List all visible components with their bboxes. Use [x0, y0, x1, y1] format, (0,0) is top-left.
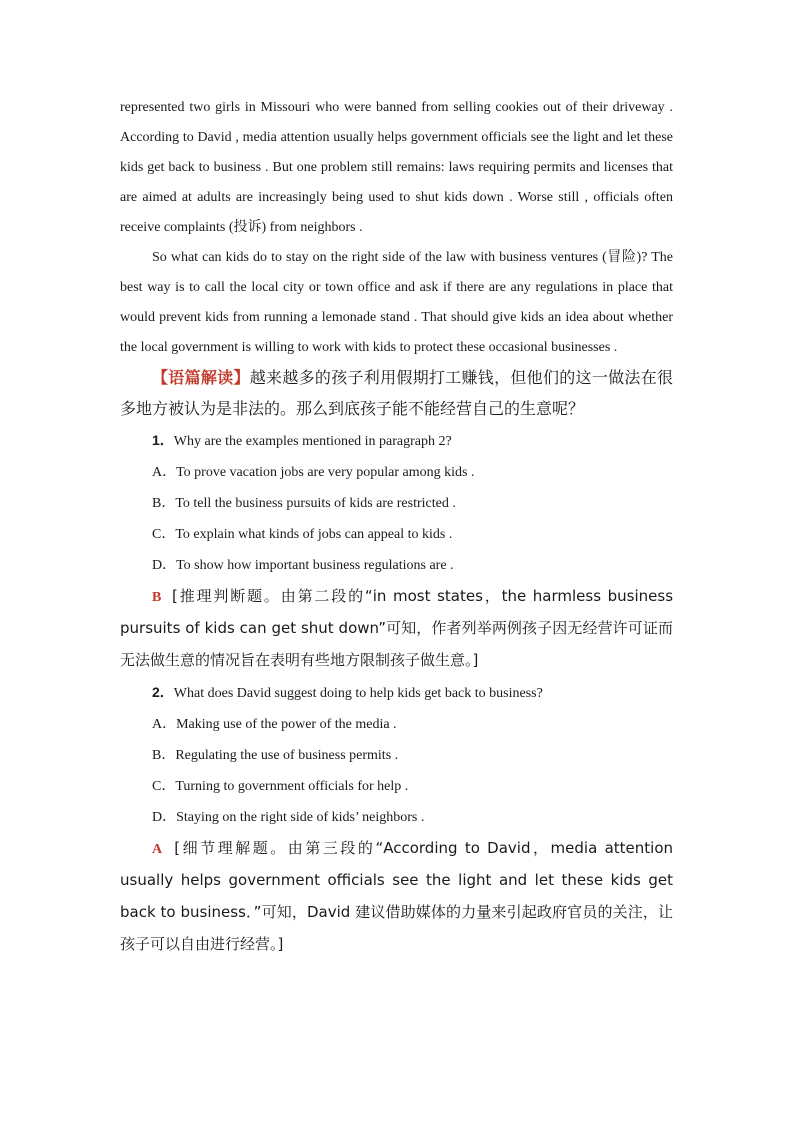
option-d: D．Staying on the right side of kids’ neighbors .	[152, 810, 425, 825]
question-1	[120, 425, 673, 677]
question-text: Why are the examples mentioned in paragraph 2?	[173, 434, 452, 449]
question-stem	[120, 425, 673, 457]
option-b: B．Regulating the use of business permits .	[152, 748, 399, 763]
option-d: D．To show how important business regulations are .	[152, 558, 454, 573]
answer-explanation	[120, 833, 673, 961]
summary-tag: 【语篇解读】	[152, 368, 250, 387]
answer-letter: A	[152, 842, 163, 857]
question-number: 1．	[152, 432, 174, 448]
explanation-text: [细节理解题。由第三段的“According to David，media attention usually helps government officials see the light and let these kids get back to business．”可知，David 建议借助媒体的力量来引起政府官员的关注，让孩子可以自由进行经营。]	[120, 839, 674, 953]
passage-summary	[120, 363, 673, 425]
question-number: 2．	[152, 684, 174, 700]
question-stem	[120, 677, 673, 709]
option-c: C．To explain what kinds of jobs can appeal to kids .	[152, 527, 453, 542]
passage-paragraph-2: So what can kids do to stay on the right side of the law with business ventures (冒险)? The best way is to call the local city or town office and ask if there are any regulations in place that would prevent kids from running a lemonade stand . That should give kids an idea about whether the local government is willing to work with kids to protect these occasional businesses .	[120, 250, 673, 355]
question-2	[120, 677, 673, 961]
option-b: B．To tell the business pursuits of kids are restricted .	[152, 496, 456, 511]
content-column	[120, 93, 673, 961]
option-c: C．Turning to government officials for help .	[152, 779, 409, 794]
summary-text: 越来越多的孩子利用假期打工赚钱，但他们的这一做法在很多地方被认为是非法的。那么到底孩子能不能经营自己的生意呢？	[120, 368, 673, 418]
answer-letter: B	[152, 590, 162, 605]
question-text: What does David suggest doing to help kids get back to business?	[173, 686, 543, 701]
answer-explanation	[120, 581, 673, 677]
explanation-text: [推理判断题。由第二段的“in most states，the harmless business pursuits of kids can get shut down”可知，作者列举两例孩子因无经营许可证而无法做生意的情况旨在表明有些地方限制孩子做生意。]	[120, 587, 674, 669]
option-a: A．To prove vacation jobs are very popular among kids .	[152, 465, 475, 480]
passage-paragraph-1: represented two girls in Missouri who were banned from selling cookies out of their driveway . According to David , media attention usually helps government officials see the light and let these kids get back to business . But one problem still remains: laws requiring permits and licenses that are aimed at adults are increasingly being used to shut kids down . Worse still , officials often receive complaints (投诉) from neighbors .	[120, 100, 673, 235]
option-a: A．Making use of the power of the media .	[152, 717, 397, 732]
